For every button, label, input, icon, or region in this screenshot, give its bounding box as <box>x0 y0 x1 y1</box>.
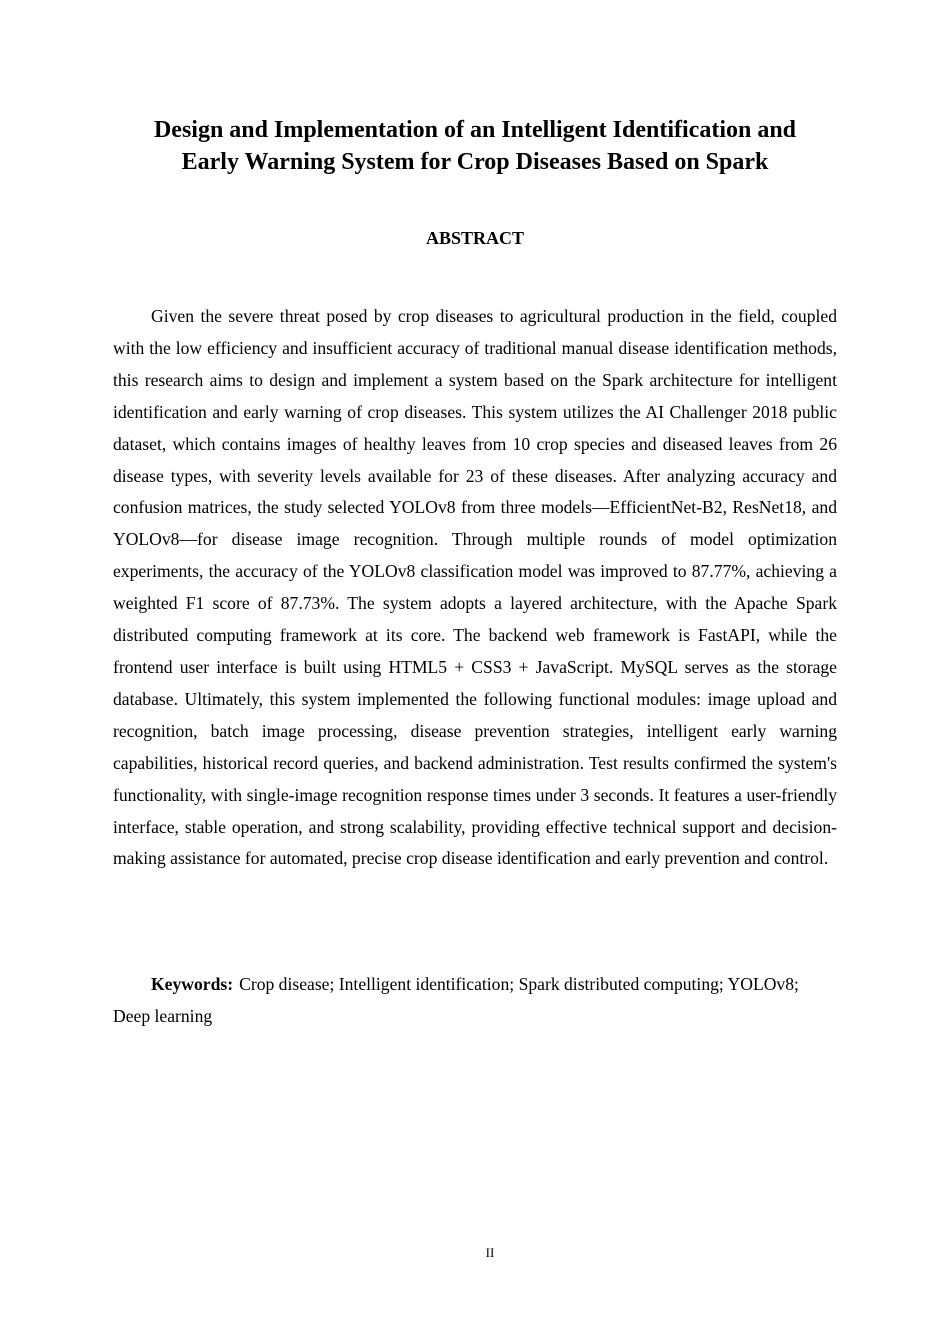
abstract-heading: ABSTRACT <box>425 228 525 248</box>
paper-title-line-1: Design and Implementation of an Intelligent Identification and <box>153 117 797 143</box>
paper-title <box>113 114 837 178</box>
keywords-label: Keywords: <box>151 974 234 994</box>
keywords-list: Crop disease; Intelligent identification; Spark distributed computing; YOLOv8; Deep learning <box>113 974 799 1026</box>
keywords-paragraph <box>113 969 837 1033</box>
page-number: II <box>485 1245 495 1260</box>
abstract-paragraph: Given the severe threat posed by crop diseases to agricultural production in the field, coupled with the low efficiency and insufficient accuracy of traditional manual disease identification methods, this research aims to design and implement a system based on the Spark architecture for intelligent identification and early warning of crop diseases. This system utilizes the AI Challenger 2018 public dataset, which contains images of healthy leaves from 10 crop species and diseased leaves from 26 disease types, with severity levels available for 23 of these diseases. After analyzing accuracy and confusion matrices, the study selected YOLOv8 from three models—EfficientNet-B2, ResNet18, and YOLOv8—for disease image recognition. Through multiple rounds of model optimization experiments, the accuracy of the YOLOv8 classification model was improved to 87.77%, achieving a weighted F1 score of 87.73%. The system adopts a layered architecture, with the Apache Spark distributed computing framework at its core. The backend web framework is FastAPI, while the frontend user interface is built using HTML5 + CSS3 + JavaScript. MySQL serves as the storage database. Ultimately, this system implemented the following functional modules: image upload and recognition, batch image processing, disease prevention strategies, intelligent early warning capabilities, historical record queries, and backend administration. Test results confirmed the system's functionality, with single-image recognition response times under 3 seconds. It features a user-friendly interface, stable operation, and strong scalability, providing effective technical support and decision-making assistance for automated, precise crop disease identification and early prevention and control. <box>113 306 837 869</box>
paper-title-line-2: Early Warning System for Crop Diseases Based on Spark <box>181 149 769 175</box>
